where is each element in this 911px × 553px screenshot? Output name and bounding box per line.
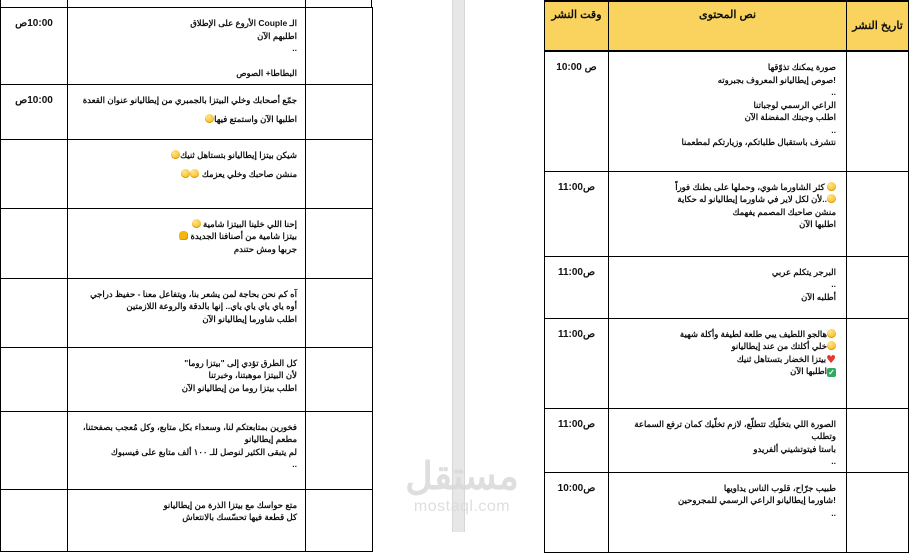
content-text-cell[interactable] [609, 171, 847, 256]
content-line: اطلبها الآن [799, 219, 836, 229]
content-line: مطعم إيطاليانو [244, 434, 297, 444]
publish-date-cell[interactable] [306, 208, 373, 278]
content-line: البطاطا+ الصوص [236, 68, 297, 78]
content-line: .. [831, 87, 836, 97]
content-line: خلي أكلتك من عند إيطاليانو [617, 340, 836, 353]
publish-time-cell[interactable]: 11:00ص [545, 256, 609, 318]
publish-date-cell[interactable] [306, 84, 373, 139]
content-line: لأن البيتزا موهبتنا، وخبرتنا [208, 370, 297, 380]
content-text-cell[interactable] [68, 278, 306, 347]
emoji-face-icon [190, 169, 199, 178]
content-line: شيكن بيتزا إيطاليانو بتستاهل ثنيك [80, 149, 297, 162]
content-line: جمّع أصحابك وخلي البيتزا بالجمبري من إيطاليانو عنوان القعدة [82, 94, 297, 105]
watermark-domain: mostaql.com [413, 498, 511, 515]
table-row [545, 408, 909, 472]
content-line: صورة يمكنك تذوّقها [767, 62, 836, 72]
publish-time-cell[interactable] [1, 347, 68, 411]
publish-date-cell[interactable] [306, 489, 373, 551]
publish-time-cell[interactable]: 11:00ص [545, 171, 609, 256]
content-line: أوه ياي ياي ياي ياي.. إنها بالدقة والروعة اللازمتين [126, 301, 297, 311]
heart-icon: ♥ [826, 352, 836, 366]
publish-time-cell[interactable] [1, 411, 68, 489]
content-line: كل قطعة فيها تحسّسك بالانتعاش [182, 512, 297, 522]
content-line: جربها ومش حتندم [233, 243, 297, 254]
content-text-cell[interactable] [609, 318, 847, 408]
publish-time-cell[interactable]: 10:00ص [545, 472, 609, 552]
header-content-text: نص المحتوى [609, 1, 847, 51]
content-line: آه كم نحن بحاجة لمن يشعر بنا، ويتفاعل معنا - حفيظ دراجي [90, 288, 297, 299]
content-text-cell[interactable] [609, 51, 847, 171]
table-row [545, 472, 909, 552]
header-publish-date: تاريخ النشر [847, 1, 909, 51]
left-content-table [0, 7, 373, 552]
content-text-cell[interactable] [609, 256, 847, 318]
content-line: .. [292, 459, 297, 469]
content-line: بيتزا الخضار بتستاهل ثنيك♥ [736, 352, 836, 366]
content-line: .. [831, 456, 836, 466]
publish-time-cell[interactable] [1, 489, 68, 551]
content-line: كل الطرق تؤدي إلى "بيتزا روما" [184, 357, 297, 368]
content-line: البرجر يتكلم عربي [771, 266, 836, 277]
content-line: صوص إيطاليانو المعروف بجبروته! [717, 74, 836, 85]
table-row [1, 208, 373, 278]
border-stub [67, 0, 68, 7]
emoji-face-icon [827, 341, 836, 350]
content-line: شاورما إيطاليانو الراعي الرسمي للمجروحين! [678, 495, 836, 505]
right-content-table [544, 0, 909, 553]
content-line: لم يتبقى الكثير لنوصل للـ ١٠٠ ألف متابع على فيسبوك [110, 446, 297, 457]
publish-date-cell[interactable] [306, 139, 373, 208]
publish-time-cell[interactable]: 10:00 ص [545, 51, 609, 171]
content-line: منشن صاحبك المصمم يفهمك [732, 206, 836, 217]
table-row [1, 84, 373, 139]
content-text-cell[interactable] [68, 139, 306, 208]
content-text-cell[interactable] [609, 472, 847, 552]
publish-time-cell[interactable] [1, 139, 68, 208]
content-line: .. [831, 279, 836, 289]
publish-date-cell[interactable] [847, 318, 909, 408]
content-line: بيتزا شامية من أصنافنا الجديدة [80, 230, 297, 243]
emoji-face-icon [181, 169, 190, 178]
content-line [80, 55, 297, 68]
table-row [1, 278, 373, 347]
table-row [1, 489, 373, 551]
publish-time-cell[interactable] [1, 278, 68, 347]
emoji-face-icon [827, 329, 836, 338]
content-line: إحنا اللي خلينا البيتزا شامية [80, 218, 297, 231]
border-stub [371, 0, 372, 7]
thumbs-up-icon [179, 231, 188, 240]
content-line: اطلبها الآن✓ [790, 366, 835, 377]
publish-time-cell[interactable] [1, 208, 68, 278]
content-text-cell[interactable] [68, 411, 306, 489]
content-line: اطلب شاورما إيطاليانو الآن [202, 313, 297, 324]
content-line: اطلب بيتزا روما من إيطاليانو الآن [181, 382, 297, 393]
publish-time-cell[interactable]: 11:00ص [545, 318, 609, 408]
header-publish-time: وقت النشر [545, 1, 609, 51]
content-line: الراعي الرسمي لوجباتنا [753, 99, 836, 110]
publish-time-cell[interactable]: 10:00ص [1, 8, 68, 85]
emoji-face-icon [171, 150, 180, 159]
table-row [1, 8, 373, 85]
content-text-cell[interactable] [68, 84, 306, 139]
content-line: اطلب وجبتك المفضلة الآن [744, 112, 836, 122]
table-row [545, 256, 909, 318]
header-row [545, 1, 909, 51]
table-row [545, 171, 909, 256]
table-row [1, 139, 373, 208]
table-row [1, 347, 373, 411]
publish-date-cell[interactable] [306, 278, 373, 347]
content-line: منشن صاحبك وخلي يعزمك [80, 168, 297, 181]
check-icon: ✓ [828, 368, 835, 377]
scrollbar-track[interactable] [452, 0, 465, 532]
content-line: أطلبه الآن [801, 291, 836, 302]
emoji-face-icon [192, 219, 201, 228]
publish-date-cell[interactable] [847, 51, 909, 171]
content-line: هالجو اللطيف يبي طلعة لطيفة وأكلة شهية [617, 328, 836, 341]
content-line: كثر الشاورما شوي، وحملها على بطنك فوراً [617, 181, 836, 194]
content-line: .. [831, 124, 836, 135]
content-text-cell[interactable] [68, 208, 306, 278]
publish-time-cell[interactable]: 10:00ص [1, 84, 68, 139]
content-line: اطلبها الآن واستمتع فيها [80, 113, 297, 126]
content-line: طبيب جرّاح، قلوب الناس يداويها [723, 482, 836, 493]
table-row [545, 318, 909, 408]
content-line: اطلبهم الآن [257, 30, 297, 41]
table-row [545, 51, 909, 171]
content-text-cell[interactable] [68, 347, 306, 411]
emoji-face-icon [827, 182, 836, 191]
content-line: الصورة اللي بتخلّيك تتطلّع، لازم تخلّيك كمان ترفع السماعة وتطلب [634, 418, 836, 441]
publish-date-cell[interactable] [847, 256, 909, 318]
content-line: لأن لكل لاير في شاورما إيطاليانو له حكاية.. [617, 193, 836, 206]
content-text-cell[interactable] [68, 8, 306, 85]
table-row [1, 411, 373, 489]
publish-date-cell[interactable] [306, 8, 373, 85]
content-line: باستا فيتوتشيني ألفريدو [753, 443, 836, 454]
publish-date-cell[interactable] [847, 472, 909, 552]
content-line: نتشرف باستقبال طلباتكم، وزيارتكم لمطعمنا [681, 137, 836, 147]
publish-date-cell[interactable] [847, 408, 909, 472]
content-text-cell[interactable] [68, 489, 306, 551]
border-stub [305, 0, 306, 7]
content-line: فخورين بمتابعتكم لنا، وسعداء بكل متابع، وكل مُعجب بصفحتنا، [82, 421, 297, 432]
publish-time-cell[interactable]: 11:00ص [545, 408, 609, 472]
content-line: .. [831, 507, 836, 518]
border-stub [0, 0, 1, 7]
watermark-brand-arabic: مستقل [405, 456, 519, 498]
content-text-cell[interactable] [609, 408, 847, 472]
publish-date-cell[interactable] [847, 171, 909, 256]
publish-date-cell[interactable] [306, 347, 373, 411]
emoji-face-icon [827, 194, 836, 203]
content-line: متع حواسك مع بيتزا الذرة من إيطاليانو [163, 499, 297, 510]
publish-date-cell[interactable] [306, 411, 373, 489]
content-line: .. [292, 43, 297, 53]
emoji-face-icon [205, 114, 214, 123]
content-line: الـ Couple الأروع على الإطلاق [190, 18, 297, 28]
